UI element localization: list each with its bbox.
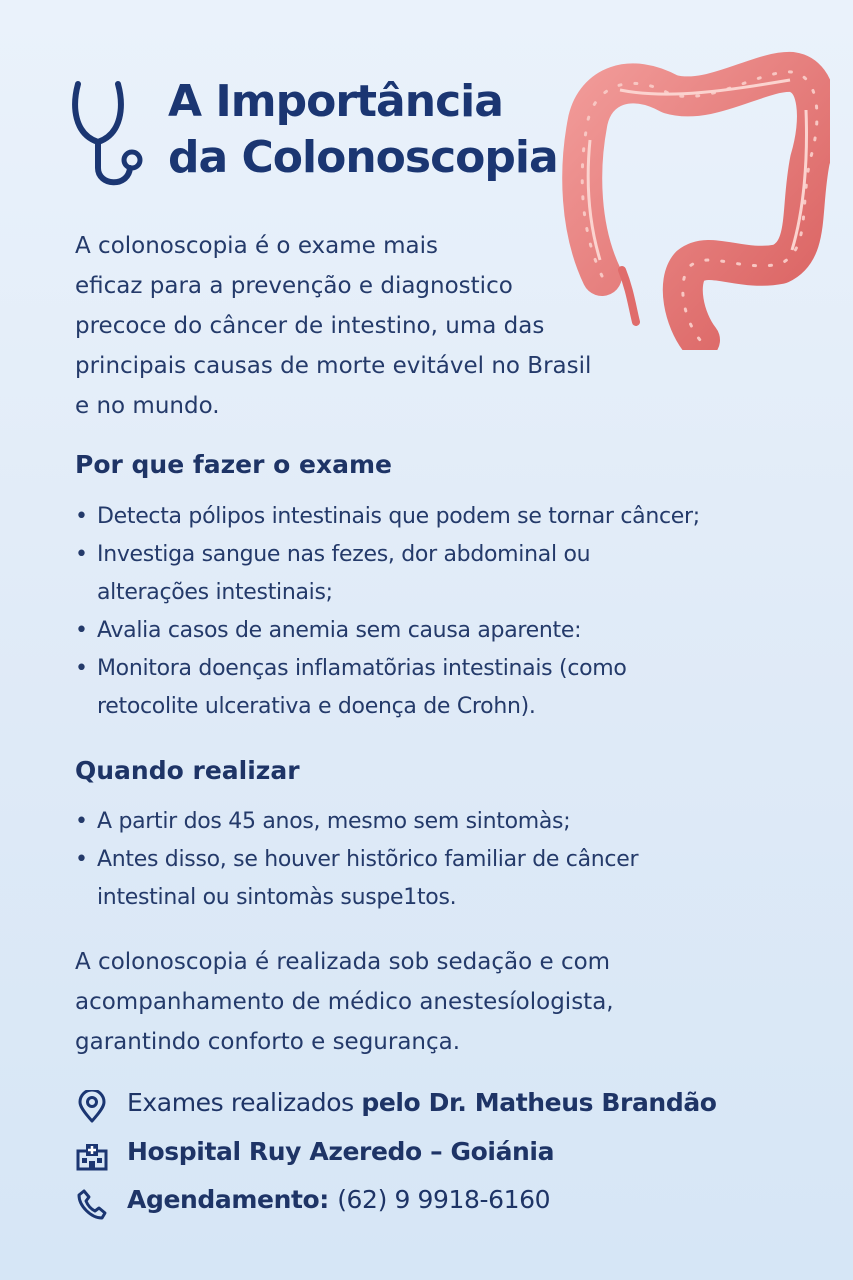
- stethoscope-icon: [70, 76, 150, 196]
- when-list: [75, 803, 835, 917]
- list-item-text: intestinal ou sintomàs suspe1tos.: [97, 885, 457, 910]
- intro-line: principais causas de morte evitável no Brasil: [75, 353, 592, 379]
- doctor-contact: [75, 1084, 815, 1128]
- list-item: [75, 612, 835, 650]
- list-item: [75, 650, 835, 726]
- intro-paragraph: [75, 226, 695, 426]
- closing-line: A colonoscopia é realizada sob sedação e com: [75, 949, 611, 975]
- hospital-contact: [75, 1133, 815, 1177]
- phone-contact: [75, 1181, 815, 1225]
- why-heading: Por que fazer o exame: [75, 450, 393, 479]
- intro-line: e no mundo.: [75, 393, 220, 419]
- hospital-icon: [75, 1139, 109, 1173]
- list-item-text: • A partir dos 45 anos, mesmo sem sintomàs;: [97, 809, 571, 834]
- phone-text: [127, 1185, 550, 1214]
- doctor-text: [127, 1088, 717, 1117]
- list-item-text: retocolite ulcerativa e doença de Crohn).: [97, 694, 536, 719]
- doctor-prefix: Exames realizados: [127, 1088, 362, 1117]
- list-item-text: • Investiga sangue nas fezes, dor abdominal ou: [97, 542, 591, 567]
- intro-line: A colonoscopia é o exame mais: [75, 233, 439, 259]
- map-pin-icon: [75, 1090, 109, 1124]
- phone-label: Agendamento:: [127, 1185, 338, 1214]
- list-item: [75, 803, 835, 841]
- list-item-text: • Monitora doenças inflamatõrias intestinais (como: [97, 656, 627, 681]
- title-line-2: da Colonoscopia: [168, 132, 558, 183]
- list-item-text: • Antes disso, se houver histõrico familiar de câncer: [97, 847, 639, 872]
- doctor-name: pelo Dr. Matheus Brandão: [361, 1088, 717, 1117]
- intro-line: precoce do câncer de intestino, uma das: [75, 313, 545, 339]
- list-item-text: • Avalia casos de anemia sem causa aparente:: [97, 618, 582, 643]
- closing-line: acompanhamento de médico anestesíologista,: [75, 989, 614, 1015]
- phone-icon: [75, 1187, 109, 1221]
- list-item: [75, 498, 835, 536]
- when-heading: Quando realizar: [75, 756, 300, 785]
- phone-number: (62) 9 9918-6160: [337, 1185, 551, 1214]
- list-item: [75, 536, 835, 612]
- hospital-text: Hospital Ruy Azeredo – Goiánia: [127, 1137, 555, 1166]
- closing-line: garantindo conforto e segurança.: [75, 1029, 461, 1055]
- list-item: [75, 841, 835, 917]
- why-list: [75, 498, 835, 726]
- intro-line: eficaz para a prevenção e diagnostico: [75, 273, 513, 299]
- list-item-text: alterações intestinais;: [97, 580, 333, 605]
- closing-paragraph: [75, 942, 775, 1062]
- list-item-text: • Detecta pólipos intestinais que podem se tornar câncer;: [97, 504, 700, 529]
- title-line-1: A Importância: [168, 76, 503, 127]
